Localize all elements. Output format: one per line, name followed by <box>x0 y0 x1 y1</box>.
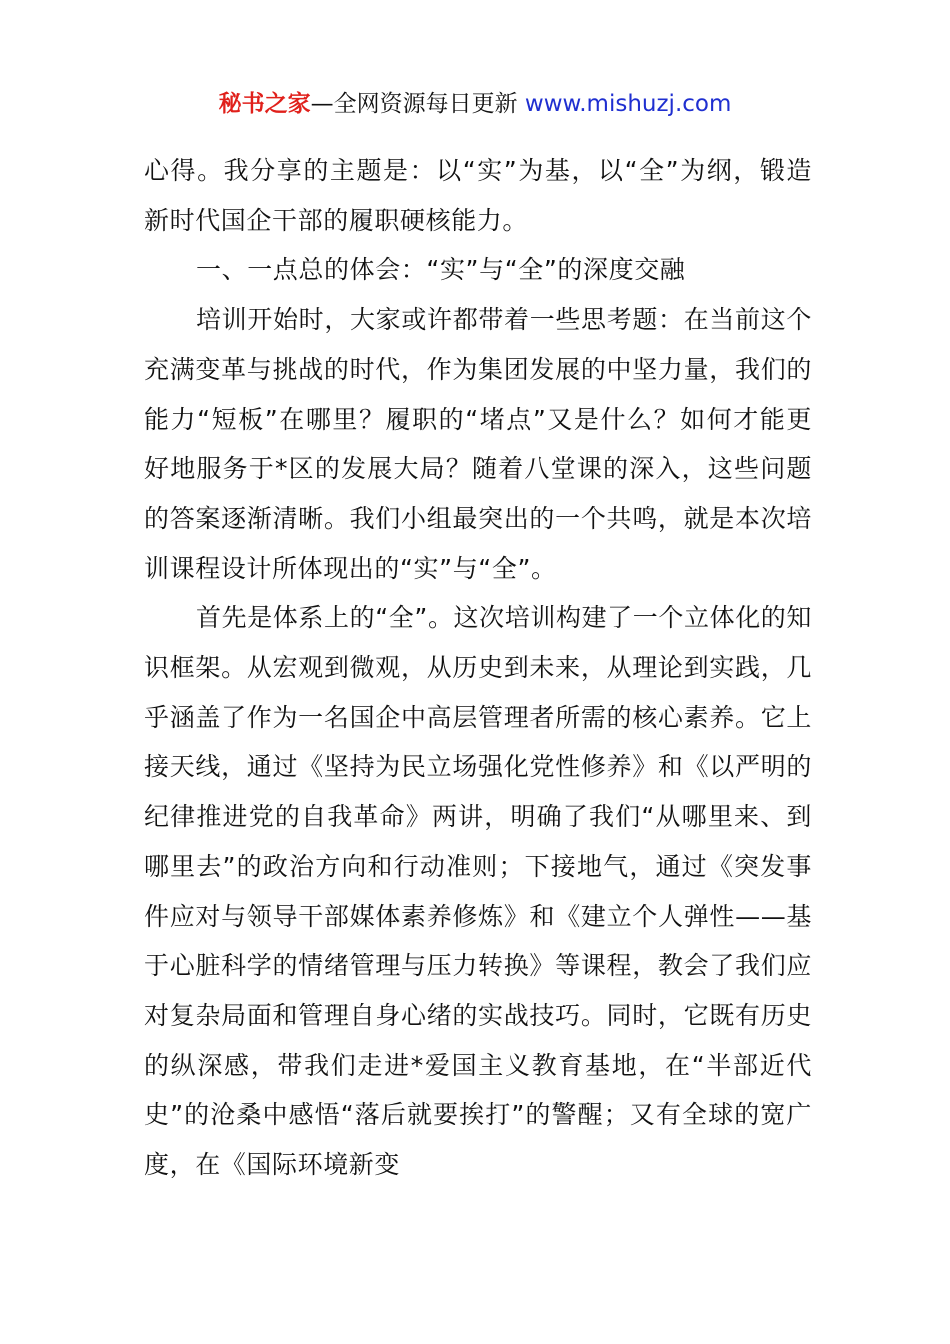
section-heading: 一、一点总的体会：“实”与“全”的深度交融 <box>196 255 686 285</box>
paragraph: 培训开始时，大家或许都带着一些思考题：在当前这个充满变革与挑战的时代，作为集团发展的中坚力量，我们的能力“短板”在哪里？履职的“堵点”又是什么？如何才能更好地服务于*区的发展大局？随着八堂课的深入，这些问题的答案逐渐清晰。我们小组最突出的一个共鸣，就是本次培训课程设计所体现出的“实”与“全”。 <box>144 305 812 583</box>
document-body <box>144 146 812 1190</box>
paragraph-continued: 心得。我分享的主题是：以“实”为基，以“全”为纲，锻造新时代国企干部的履职硬核能力。 <box>144 156 812 235</box>
brand-name: 秘书之家 <box>218 91 311 117</box>
paragraph: 首先是体系上的“全”。这次培训构建了一个立体化的知识框架。从宏观到微观，从历史到未来，从理论到实践，几乎涵盖了作为一名国企中高层管理者所需的核心素养。它上接天线，通过《坚持为民立场强化党性修养》和《以严明的纪律推进党的自我革命》两讲，明确了我们“从哪里来、到哪里去”的政治方向和行动准则；下接地气，通过《突发事件应对与领导干部媒体素养修炼》和《建立个人弹性——基于心脏科学的情绪管理与压力转换》等课程，教会了我们应对复杂局面和管理自身心绪的实战技巧。同时，它既有历史的纵深感，带我们走进*爱国主义教育基地，在“半部近代史”的沧桑中感悟“落后就要挨打”的警醒；又有全球的宽广度，在《国际环境新变 <box>144 603 812 1180</box>
header-tagline: —全网资源每日更新 <box>310 91 525 117</box>
site-url-link[interactable]: www.mishuzj.com <box>524 91 732 117</box>
page-header <box>0 86 950 122</box>
